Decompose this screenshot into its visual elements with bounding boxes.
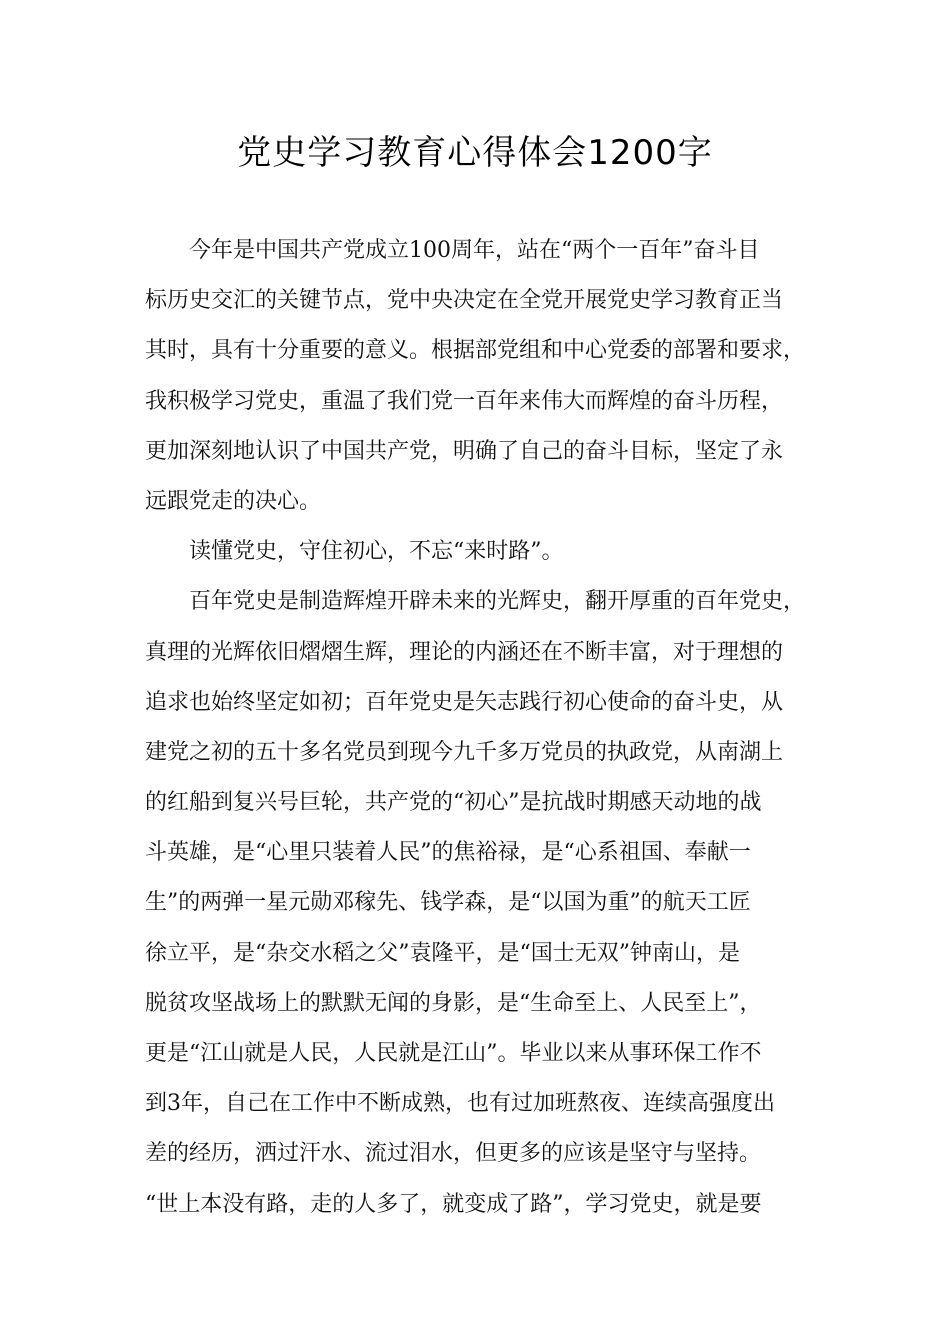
text-line: 到3年，自己在工作中不断成熟，也有过加班熬夜、连续高强度出	[145, 1091, 775, 1117]
text-line: 徐立平，是“杂交水稻之父”袁隆平，是“国士无双”钟南山，是	[145, 940, 740, 966]
paragraph-1	[145, 226, 825, 527]
text-line: 更加深刻地认识了中国共产党，明确了自己的奋斗目标，坚定了永	[145, 438, 784, 464]
text-line: 百年党史是制造辉煌开辟未来的光辉史，翻开厚重的百年党史，	[189, 589, 806, 615]
text-line: 今年是中国共产党成立100周年，站在“两个一百年”奋斗目	[189, 238, 760, 263]
text-line: “世上本没有路，走的人多了，就变成了路”，学习党史，就是要	[145, 1191, 762, 1217]
text-line: 读懂党史，守住初心，不忘“来时路”。	[189, 539, 564, 565]
text-line: 追求也始终坚定如初；百年党史是矢志践行初心使命的奋斗史，从	[145, 689, 784, 715]
text-line: 生”的两弹一星元勋邓稼先、钱学森，是“以国为重”的航天工匠	[145, 890, 751, 916]
document-title: 党史学习教育心得体会1200字	[237, 133, 713, 173]
text-line: 我积极学习党史，重温了我们党一百年来伟大而辉煌的奋斗历程，	[145, 388, 784, 414]
paragraph-2	[145, 527, 825, 577]
text-line: 标历史交汇的关键节点，党中央决定在全党开展党史学习教育正当	[145, 288, 784, 314]
text-line: 真理的光辉依旧熠熠生辉，理论的内涵还在不断丰富，对于理想的	[145, 639, 784, 665]
text-line: 的红船到复兴号巨轮，共产党的“初心”是抗战时期感天动地的战	[145, 790, 762, 816]
text-line: 差的经历，洒过汗水、流过泪水，但更多的应该是坚守与坚持。	[145, 1141, 762, 1167]
text-line: 更是“江山就是人民，人民就是江山”。毕业以来从事环保工作不	[145, 1041, 762, 1066]
text-line: 其时，具有十分重要的意义。根据部党组和中心党委的部署和要求，	[145, 338, 806, 364]
text-line: 远跟党走的决心。	[145, 488, 322, 514]
paragraph-3	[145, 577, 825, 1229]
text-line: 斗英雄，是“心里只装着人民”的焦裕禄，是“心系祖国、奉献一	[145, 840, 751, 866]
document-body	[145, 226, 825, 1230]
text-line: 脱贫攻坚战场上的默默无闻的身影，是“生命至上、人民至上”，	[145, 990, 762, 1016]
text-line: 建党之初的五十多名党员到现今九千多万党员的执政党，从南湖上	[145, 739, 784, 765]
